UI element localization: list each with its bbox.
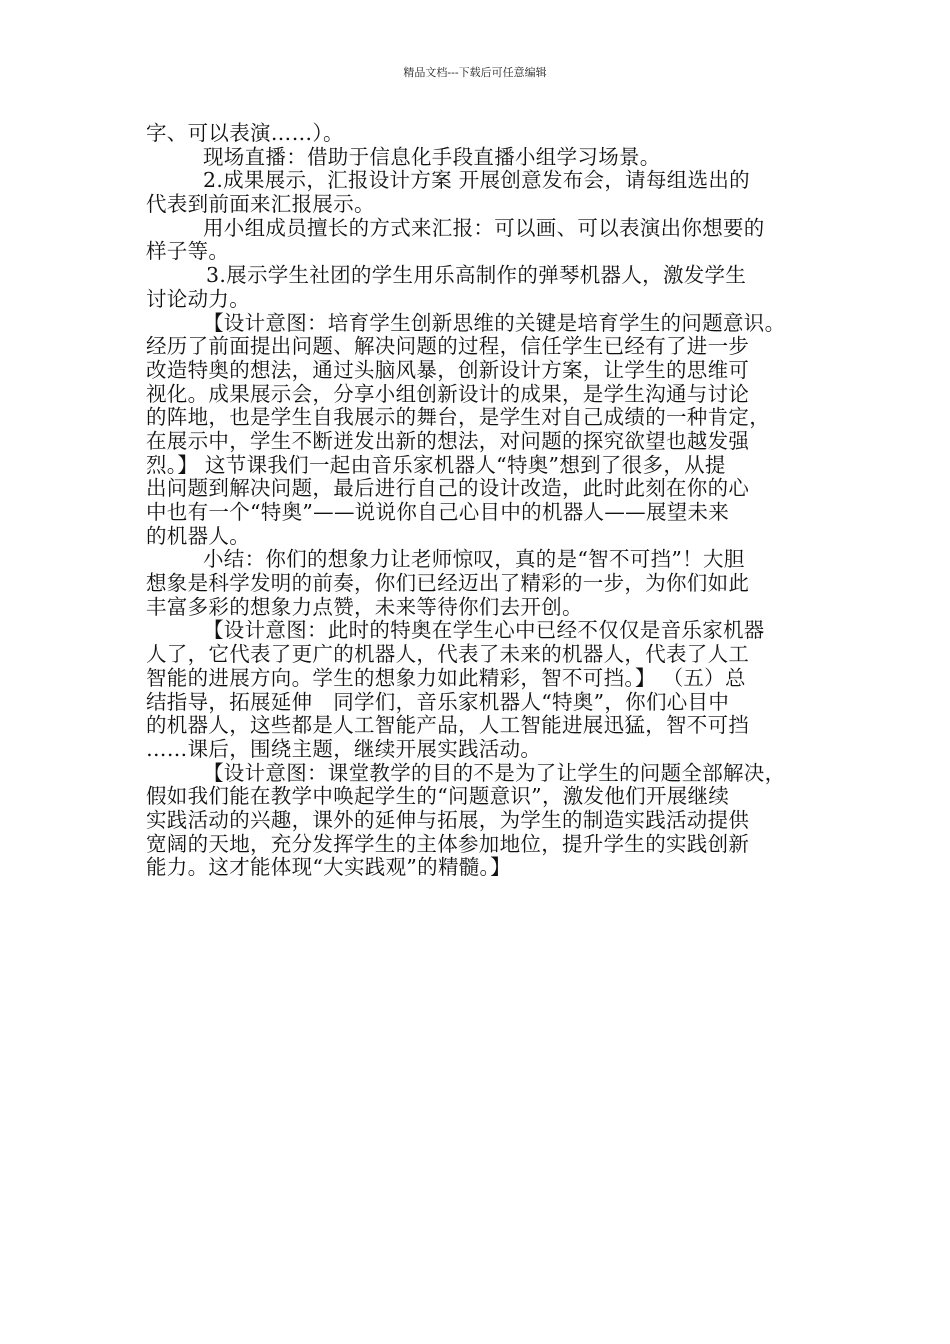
text-line: 智能的进展方向。学生的想象力如此精彩，智不可挡。】 （五）总	[146, 665, 746, 690]
text-line: 实践活动的兴趣，课外的延伸与拓展，为学生的制造实践活动提供	[146, 807, 750, 832]
text-line: 在展示中，学生不断迸发出新的想法，对问题的探究欲望也越发强	[146, 428, 750, 453]
text-line: 小结：你们的想象力让老师惊叹，真的是“智不可挡”！大胆	[203, 547, 745, 572]
text-line: 想象是科学发明的前奏，你们已经迈出了精彩的一步，为你们如此	[146, 571, 750, 596]
text-line: 代表到前面来汇报展示。	[146, 192, 375, 217]
text-line: 的机器人。	[146, 523, 250, 548]
text-line: ……课后，围绕主题，继续开展实践活动。	[146, 736, 542, 761]
text-line: 中也有一个“特奥”——说说你自己心目中的机器人——展望未来	[146, 500, 730, 524]
text-line: 出问题到解决问题，最后进行自己的设计改造，此时此刻在你的心	[146, 476, 750, 501]
text-line: 经历了前面提出问题、解决问题的过程，信任学生已经有了进一步	[146, 334, 750, 359]
text-line: 用小组成员擅长的方式来汇报：可以画、可以表演出你想要的	[203, 215, 765, 240]
text-line: 结指导，拓展延伸 同学们，音乐家机器人“特奥”，你们心目中	[146, 689, 730, 714]
page-header: 精品文档---下载后可任意编辑	[403, 66, 547, 79]
text-line: 人了，它代表了更广的机器人，代表了未来的机器人，代表了人工	[146, 642, 750, 667]
text-line: 宽阔的天地，充分发挥学生的主体参加地位，提升学生的实践创新	[146, 831, 750, 856]
text-line: 样子等。	[146, 239, 230, 264]
text-line: 丰富多彩的想象力点赞，未来等待你们去开创。	[146, 594, 583, 619]
text-line: 3.展示学生社团的学生用乐高制作的弹琴机器人，激发学生	[206, 263, 747, 288]
text-line: 2.成果展示，汇报设计方案 开展创意发布会，请每组选出的	[203, 168, 750, 193]
text-line: 的机器人，这些都是人工智能产品，人工智能进展迅猛，智不可挡	[146, 713, 750, 738]
text-line: 能力。这才能体现“大实践观”的精髓。】	[146, 855, 511, 880]
text-line: 假如我们能在教学中唤起学生的“问题意识”，激发他们开展继续	[146, 784, 730, 809]
text-line: 视化。成果展示会，分享小组创新设计的成果，是学生沟通与讨论	[146, 381, 750, 406]
text-line: 烈。】 这节课我们一起由音乐家机器人“特奥”想到了很多，从提	[146, 452, 726, 477]
text-line: 改造特奥的想法，通过头脑风暴，创新设计方案，让学生的思维可	[146, 357, 750, 382]
text-line: 【设计意图：培育学生创新思维的关键是培育学生的问题意识。	[203, 310, 786, 335]
text-line: 讨论动力。	[146, 286, 250, 311]
document-body	[146, 122, 822, 880]
text-line: 的阵地，也是学生自我展示的舞台，是学生对自己成绩的一种肯定，	[146, 405, 770, 430]
text-line: 【设计意图：课堂教学的目的不是为了让学生的问题全部解决，	[203, 760, 786, 785]
text-line: 【设计意图：此时的特奥在学生心中已经不仅仅是音乐家机器	[203, 618, 765, 643]
text-line: 字、可以表演……）。	[146, 121, 344, 145]
text-line: 现场直播：借助于信息化手段直播小组学习场景。	[203, 144, 661, 169]
